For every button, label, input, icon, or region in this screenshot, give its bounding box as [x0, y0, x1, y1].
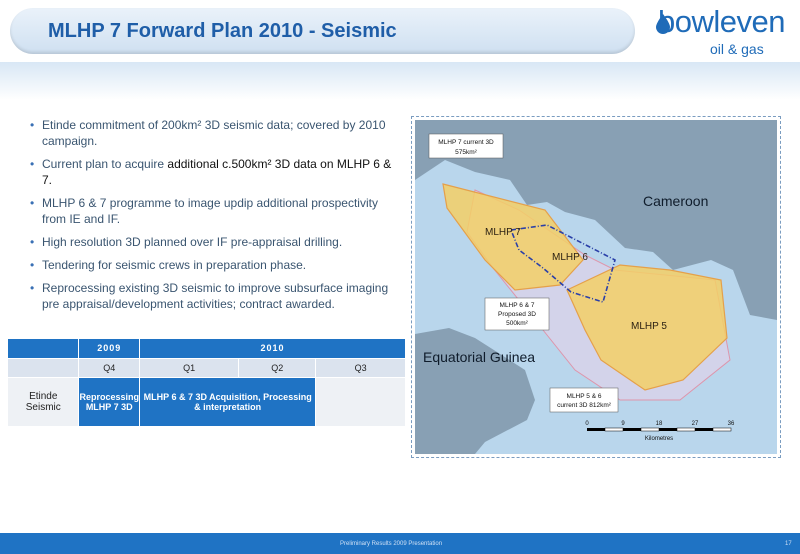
activity-row [8, 377, 406, 426]
quarter-header: Q3 [316, 358, 406, 377]
map-graphic [415, 120, 777, 454]
quarter-header: Q2 [239, 358, 316, 377]
cameroon-label: Cameroon [643, 193, 709, 209]
bullet-item: • MLHP 6 & 7 programme to image updip additional prospectivity from IE and IF. [30, 196, 378, 226]
slide-header [0, 0, 800, 62]
scale-tick-label: 9 [621, 421, 625, 427]
year-header: 2010 [140, 339, 406, 358]
scale-segment [677, 428, 695, 431]
scale-segment [605, 428, 623, 431]
emphasis-text: additional c.500km² 3D data on MLHP 6 & 7. [42, 157, 392, 187]
bullet-icon: • [30, 235, 35, 249]
scale-segment [713, 428, 731, 431]
scale-tick-label: 0 [585, 421, 589, 427]
seismic-map [415, 120, 777, 454]
mlhp7-label: MLHP 7 [485, 227, 521, 238]
scale-segment [695, 428, 713, 431]
callout-text: 575km² [455, 149, 477, 156]
slide-title: MLHP 7 Forward Plan 2010 - Seismic [48, 20, 397, 42]
scale-segment [659, 428, 677, 431]
scale-segment [587, 428, 605, 431]
equatorial-guinea-label: Equatorial Guinea [423, 349, 536, 365]
logo-wordmark: bowleven [658, 4, 785, 39]
callout-text: MLHP 5 & 6 [566, 393, 602, 400]
year-header-row [8, 339, 406, 358]
bullet-item: • High resolution 3D planned over IF pre-appraisal drilling. [30, 235, 343, 249]
bullet-item: • Etinde commitment of 200km² 3D seismic data; covered by 2010 campaign. [30, 118, 386, 148]
bullet-icon: • [30, 281, 35, 295]
mlhp5-label: MLHP 5 [631, 321, 667, 332]
bullet-icon: • [30, 157, 35, 171]
scale-tick-label: 36 [727, 421, 735, 427]
header-gradient-band [0, 62, 800, 100]
callout-text: 500km² [506, 320, 528, 327]
callout-text: MLHP 6 & 7 [499, 302, 535, 309]
quarter-header-row [8, 358, 406, 377]
company-logo [650, 2, 795, 60]
callout-text: current 3D 812km² [557, 402, 611, 409]
callout-text: MLHP 7 current 3D [438, 139, 494, 146]
empty-cell [316, 377, 406, 426]
bullet-icon: • [30, 258, 35, 272]
scale-tick-label: 27 [691, 421, 699, 427]
bullet-icon: • [30, 118, 35, 132]
quarter-header: Q4 [79, 358, 140, 377]
quarter-header: Q1 [140, 358, 239, 377]
mlhp6-label: MLHP 6 [552, 252, 588, 263]
page-number: 17 [785, 541, 792, 547]
seismic-schedule-table [8, 339, 406, 427]
scale-segment [623, 428, 641, 431]
activity-bar-reprocessing: Reprocessing MLHP 7 3D [79, 377, 140, 426]
scale-segment [641, 428, 659, 431]
scale-tick-label: 18 [655, 421, 663, 427]
activity-bar-acquisition: MLHP 6 & 7 3D Acquisition, Processing & interpretation [140, 377, 316, 426]
bullet-item: • Tendering for seismic crews in preparation phase. [30, 258, 307, 272]
scale-unit-label: Kilometres [644, 436, 674, 442]
logo-tagline: oil & gas [710, 41, 764, 57]
year-header: 2009 [79, 339, 140, 358]
bullet-item: • Reprocessing existing 3D seismic to improve subsurface imaging pre appraisal/development activities; contract awarded. [30, 281, 389, 311]
quarter-blank-cell [8, 358, 79, 377]
bullet-icon: • [30, 196, 35, 210]
footer-text: Preliminary Results 2009 Presentation [340, 541, 443, 547]
bullet-list [30, 117, 392, 319]
bullet-item: • Current plan to acquire additional c.500km² 3D data on MLHP 6 & 7. [30, 157, 392, 187]
row-label: Etinde Seismic [8, 377, 79, 426]
callout-text: Proposed 3D [498, 311, 536, 318]
header-blank-cell [8, 339, 79, 358]
